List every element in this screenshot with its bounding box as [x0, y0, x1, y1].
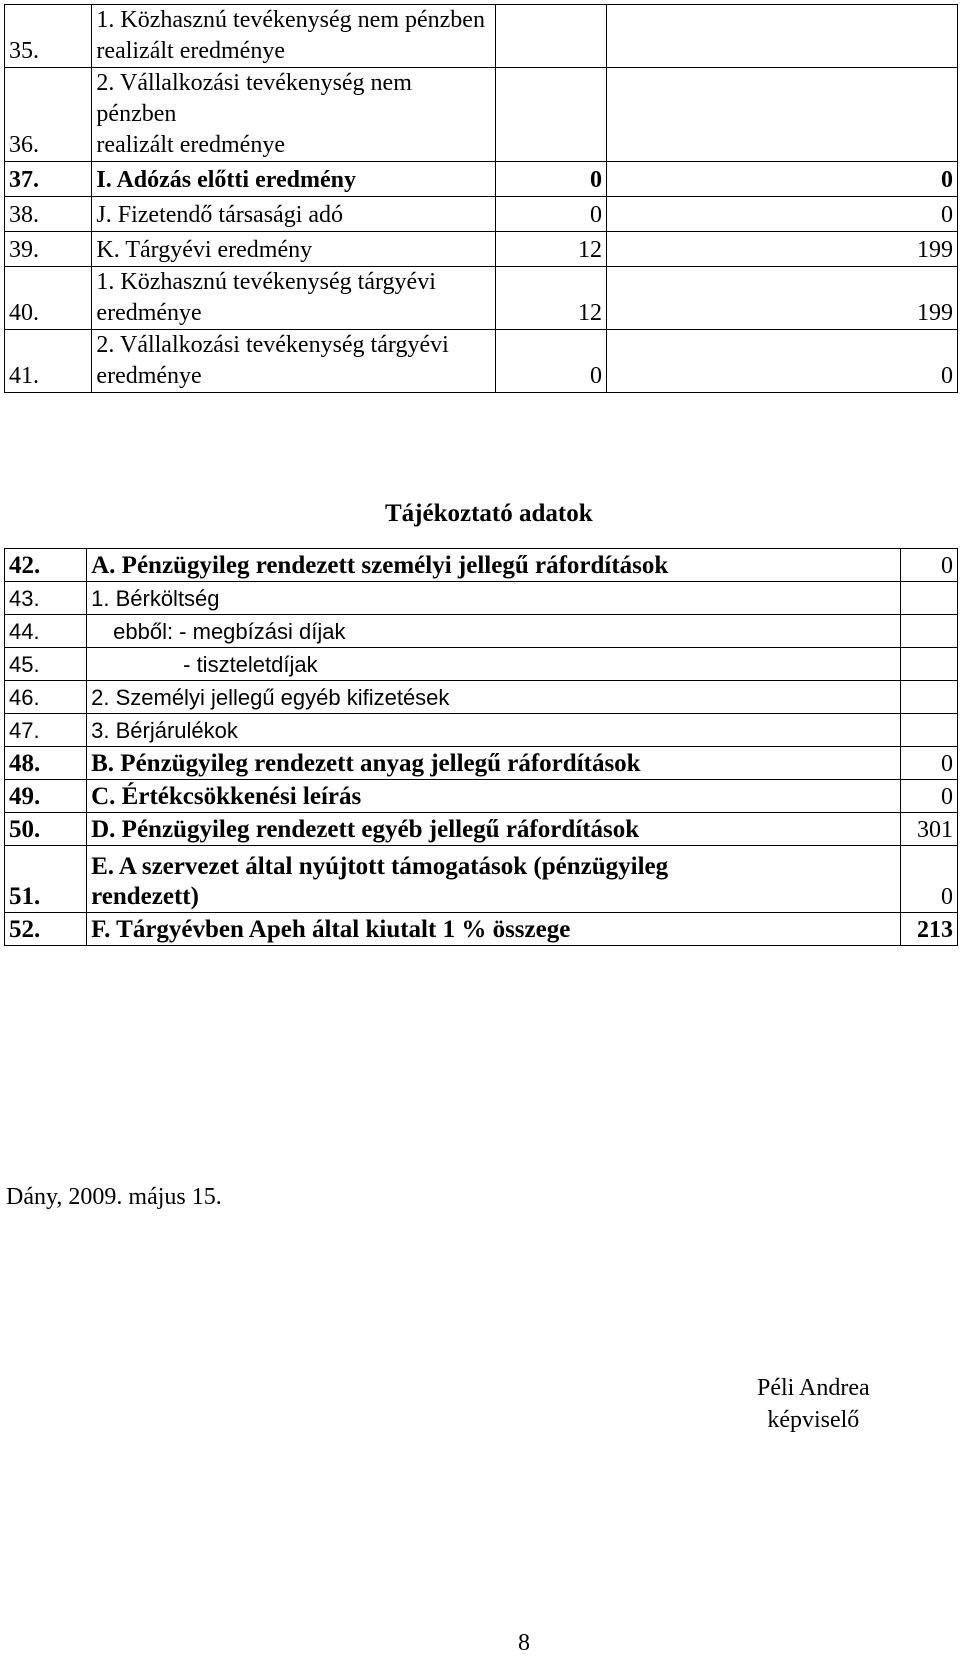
row-number: 48. [5, 747, 87, 780]
row-description: B. Pénzügyileg rendezett anyag jellegű ráfordítások [87, 747, 901, 780]
table-row [5, 780, 958, 813]
table-row [5, 681, 958, 714]
row-description: - tiszteletdíjak [87, 648, 901, 681]
table-row [5, 582, 958, 615]
page-number: 8 [518, 1630, 530, 1656]
current-year-value: 199 [606, 267, 957, 330]
row-description: C. Értékcsökkenési leírás [87, 780, 901, 813]
place-date: Dány, 2009. május 15. [6, 1184, 222, 1210]
table-row [5, 747, 958, 780]
row-value: 0 [900, 846, 957, 913]
row-number: 42. [5, 549, 87, 582]
row-number: 50. [5, 813, 87, 846]
previous-year-value [496, 68, 606, 162]
table-row [5, 813, 958, 846]
row-number: 39. [5, 232, 92, 267]
row-number: 35. [5, 5, 92, 68]
current-year-value: 0 [606, 330, 957, 393]
row-description: D. Pénzügyileg rendezett egyéb jellegű ráfordítások [87, 813, 901, 846]
row-description: J. Fizetendő társasági adó [92, 197, 496, 232]
row-number: 36. [5, 68, 92, 162]
row-value [900, 582, 957, 615]
row-number: 40. [5, 267, 92, 330]
row-description: 1. Közhasznú tevékenység nem pénzben realizált eredménye [92, 5, 496, 68]
row-description: E. A szervezet által nyújtott támogatások (pénzügyileg rendezett) [87, 846, 901, 913]
row-description: I. Adózás előtti eredmény [92, 162, 496, 197]
table-row [5, 68, 958, 162]
previous-year-value [496, 5, 606, 68]
section-title: Tájékoztató adatok [385, 500, 593, 527]
row-value [900, 714, 957, 747]
previous-year-value: 0 [496, 162, 606, 197]
row-description: K. Tárgyévi eredmény [92, 232, 496, 267]
row-number: 38. [5, 197, 92, 232]
previous-year-value: 0 [496, 330, 606, 393]
row-value: 0 [900, 780, 957, 813]
previous-year-value: 0 [496, 197, 606, 232]
row-number: 51. [5, 846, 87, 913]
row-number: 52. [5, 913, 87, 946]
table-row [5, 648, 958, 681]
current-year-value [606, 5, 957, 68]
row-description: 3. Bérjárulékok [87, 714, 901, 747]
row-number: 45. [5, 648, 87, 681]
row-value: 0 [900, 747, 957, 780]
row-description: 2. Vállalkozási tevékenység tárgyévi eredménye [92, 330, 496, 393]
row-value [900, 648, 957, 681]
table-row [5, 846, 958, 913]
signer-name: Péli Andrea [757, 1375, 870, 1401]
table-row [5, 162, 958, 197]
table-row [5, 5, 958, 68]
row-number: 47. [5, 714, 87, 747]
row-number: 37. [5, 162, 92, 197]
signer-role: képviselő [767, 1407, 860, 1433]
row-number: 49. [5, 780, 87, 813]
results-table [4, 4, 958, 393]
info-table [4, 548, 958, 946]
table-row [5, 714, 958, 747]
current-year-value: 0 [606, 197, 957, 232]
row-description: ebből: - megbízási díjak [87, 615, 901, 648]
row-number: 44. [5, 615, 87, 648]
current-year-value: 0 [606, 162, 957, 197]
row-value: 213 [900, 913, 957, 946]
row-description: 2. Személyi jellegű egyéb kifizetések [87, 681, 901, 714]
row-value [900, 615, 957, 648]
current-year-value: 199 [606, 232, 957, 267]
row-value: 0 [900, 549, 957, 582]
table-row [5, 549, 958, 582]
row-description: F. Tárgyévben Apeh által kiutalt 1 % összege [87, 913, 901, 946]
signature-block [757, 1372, 870, 1436]
table-row [5, 232, 958, 267]
table-row [5, 913, 958, 946]
row-value [900, 681, 957, 714]
row-description: 1. Közhasznú tevékenység tárgyévi eredménye [92, 267, 496, 330]
table-row [5, 330, 958, 393]
table-row [5, 615, 958, 648]
current-year-value [606, 68, 957, 162]
table-row [5, 267, 958, 330]
previous-year-value: 12 [496, 232, 606, 267]
previous-year-value: 12 [496, 267, 606, 330]
row-description: 1. Bérköltség [87, 582, 901, 615]
row-number: 41. [5, 330, 92, 393]
row-number: 43. [5, 582, 87, 615]
row-description: A. Pénzügyileg rendezett személyi jellegű ráfordítások [87, 549, 901, 582]
table-row [5, 197, 958, 232]
row-value: 301 [900, 813, 957, 846]
row-description: 2. Vállalkozási tevékenység nem pénzben realizált eredménye [92, 68, 496, 162]
row-number: 46. [5, 681, 87, 714]
